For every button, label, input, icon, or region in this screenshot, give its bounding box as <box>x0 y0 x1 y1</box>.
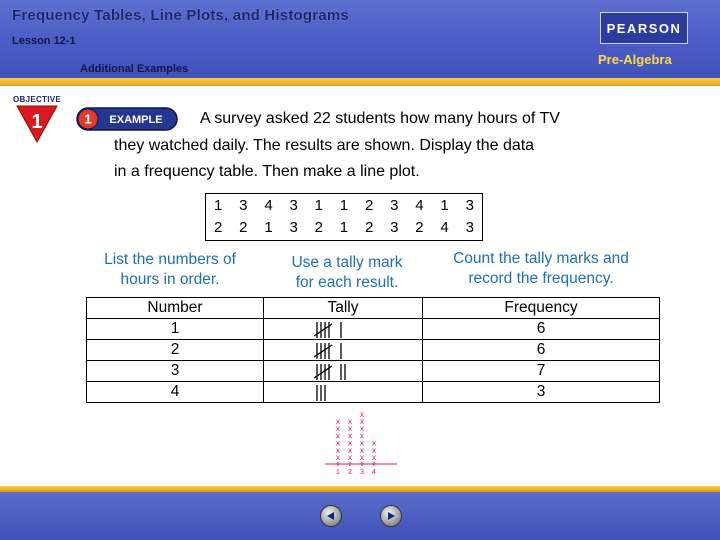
line-plot <box>323 402 399 482</box>
plot-mark: x <box>360 409 364 419</box>
plot-mark: x <box>348 431 352 441</box>
tally-marks <box>313 384 373 402</box>
publisher-logo: PEARSON <box>600 12 688 44</box>
survey-value: 3 <box>239 197 248 214</box>
table-row <box>87 382 660 403</box>
survey-value: 1 <box>314 197 323 214</box>
plot-mark: x <box>372 438 376 448</box>
survey-data-row <box>206 216 482 238</box>
number-cell: 2 <box>87 340 264 361</box>
hint-list-order <box>86 250 254 290</box>
survey-value: 2 <box>364 197 374 214</box>
problem-line-3: in a frequency table. Then make a line plot. <box>114 163 420 180</box>
plot-mark: x <box>336 445 340 455</box>
frequency-cell: 6 <box>423 319 660 340</box>
plot-mark: x <box>336 438 340 448</box>
plot-mark: x <box>348 438 352 448</box>
plot-tick-label: 3 <box>360 469 364 476</box>
survey-value: 2 <box>239 219 248 236</box>
plot-mark: x <box>360 417 364 426</box>
hint-line: Use a tally mark <box>291 254 403 271</box>
lesson-label: Lesson 12-1 <box>12 35 76 47</box>
survey-value: 3 <box>390 219 399 236</box>
number-cell: 4 <box>87 382 264 403</box>
problem-statement <box>114 106 614 186</box>
frequency-table <box>86 297 660 403</box>
plot-mark: x <box>348 453 352 462</box>
problem-line-1: A survey asked 22 students how many hours of TV <box>200 110 560 127</box>
hint-frequency <box>432 249 650 289</box>
table-row <box>87 319 660 340</box>
survey-value: 3 <box>289 197 298 214</box>
column-header-tally: Tally <box>264 298 423 319</box>
hint-line: Count the tally marks and <box>453 250 629 267</box>
objective-label: OBJECTIVE <box>12 95 62 104</box>
survey-value: 3 <box>289 219 298 236</box>
plot-tick-label: 1 <box>336 469 340 476</box>
plot-mark: x <box>348 417 352 426</box>
frequency-cell: 6 <box>423 340 660 361</box>
survey-value: 2 <box>314 219 323 236</box>
objective-marker <box>10 95 64 144</box>
objective-shield-icon <box>15 104 59 144</box>
tally-cell <box>264 361 423 382</box>
plot-mark: x <box>372 453 376 462</box>
survey-value: 3 <box>465 219 474 236</box>
survey-value: 3 <box>390 197 399 214</box>
tally-marks <box>313 342 373 360</box>
survey-value: 4 <box>415 197 424 214</box>
problem-line-2: they watched daily. The results are shown. Display the data <box>114 136 535 154</box>
plot-mark: x <box>336 417 340 426</box>
frequency-cell: 7 <box>423 361 660 382</box>
footer-bar <box>0 492 720 540</box>
survey-value: 3 <box>465 197 474 214</box>
next-slide-button[interactable] <box>380 505 402 527</box>
svg-text:1: 1 <box>84 111 92 127</box>
svg-text:EXAMPLE: EXAMPLE <box>109 114 163 126</box>
survey-value: 2 <box>364 219 374 236</box>
plot-mark: x <box>336 431 340 441</box>
plot-tick-label: 2 <box>348 469 352 476</box>
plot-mark: x <box>360 453 364 462</box>
tally-cell <box>264 382 423 403</box>
table-row <box>87 340 660 361</box>
number-cell: 1 <box>87 319 264 340</box>
course-label: Pre-Algebra <box>598 52 672 67</box>
plot-mark: x <box>336 453 340 462</box>
previous-slide-button[interactable] <box>320 505 342 527</box>
plot-mark: x <box>360 438 364 448</box>
survey-value: 1 <box>339 219 349 236</box>
number-cell: 3 <box>87 361 264 382</box>
survey-value: 4 <box>264 197 273 214</box>
survey-value: 1 <box>214 197 223 214</box>
plot-mark: x <box>360 445 364 455</box>
survey-data-table <box>205 193 483 241</box>
plot-mark: x <box>348 424 352 434</box>
hint-line: List the numbers of <box>104 251 236 268</box>
plot-tick-label: 4 <box>372 469 376 476</box>
arrow-right-icon <box>386 511 396 521</box>
table-header-row <box>87 298 660 319</box>
hint-tally <box>272 253 422 293</box>
survey-value: 2 <box>214 219 223 236</box>
tally-cell <box>264 319 423 340</box>
tally-marks <box>313 321 373 339</box>
hint-line: for each result. <box>295 274 399 291</box>
column-header-number: Number <box>87 298 264 319</box>
survey-data-row <box>206 194 482 216</box>
frequency-cell: 3 <box>423 382 660 403</box>
tally-marks <box>313 363 373 381</box>
slide-title: Frequency Tables, Line Plots, and Histograms <box>12 7 349 24</box>
table-row <box>87 361 660 382</box>
arrow-left-icon <box>326 511 336 521</box>
survey-value: 1 <box>339 197 349 214</box>
plot-mark: x <box>336 424 340 434</box>
survey-value: 1 <box>440 197 449 214</box>
survey-value: 1 <box>264 219 273 236</box>
plot-mark: x <box>372 445 376 455</box>
svg-text:1: 1 <box>31 111 43 133</box>
header-accent-band <box>0 78 720 86</box>
tally-cell <box>264 340 423 361</box>
plot-mark: x <box>360 424 364 434</box>
hint-line: record the frequency. <box>468 270 614 287</box>
plot-mark: x <box>348 445 352 455</box>
survey-value: 2 <box>415 219 424 236</box>
section-label: Additional Examples <box>80 63 189 75</box>
plot-mark: x <box>360 431 364 441</box>
survey-value: 4 <box>440 219 449 236</box>
hint-line: hours in order. <box>120 271 220 288</box>
column-header-frequency: Frequency <box>423 298 660 319</box>
